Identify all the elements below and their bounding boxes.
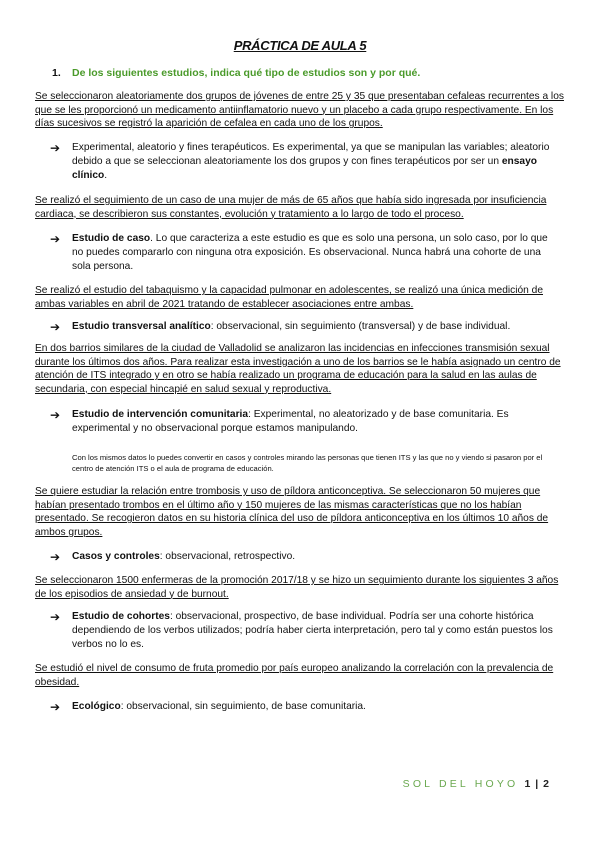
arrow-icon: ➔: [50, 232, 61, 246]
arrow-icon: ➔: [50, 700, 61, 714]
arrow-icon: ➔: [50, 550, 61, 564]
case-2-answer-text: . Lo que caracteriza a este estudio es que es solo una persona, un solo caso, por lo que no puedes compararlo con ninguna otra exposición. Es observacional. Nunca habrá una cohorte de una sola persona.: [72, 233, 548, 272]
case-4-answer-text: : Experimental, no aleatorizado y de base comunitaria. Es experimental y no observacional porque estamos manipulando.: [72, 409, 509, 434]
case-4-note: Con los mismos datos lo puedes convertir en casos y controles mirando las personas que tienen ITS y las que no y viendo si pasaron por el centro de atención ITS o el aula de programa de educación.: [72, 453, 543, 473]
case-3-answer: [50, 320, 560, 334]
case-5-answer: [50, 550, 560, 564]
case-5-statement: Se quiere estudiar la relación entre trombosis y uso de píldora anticonceptiva. Se seleccionaron 50 mujeres que habían presentado trombos en el último año y 150 mujeres de las mismas características que no los habían presentado. Se recogieron datos en su historia clínica del uso de píldora anticonceptiva en los últimos 10 años de ambos grupos.: [35, 486, 549, 538]
case-3-answer-lead: Estudio transversal analítico: [72, 321, 211, 332]
footer-author: SOL DEL HOYO: [402, 778, 519, 790]
page-footer: [403, 778, 550, 790]
case-7-answer-text: : observacional, sin seguimiento, de base comunitaria.: [120, 701, 366, 712]
question-number: 1.: [52, 67, 61, 79]
case-2-answer: [50, 232, 560, 274]
case-1-answer: [50, 141, 560, 183]
case-3-statement: Se realizó el estudio del tabaquismo y la capacidad pulmonar en adolescentes, se realizó una única medición de ambas variables en abril de 2021 tratando de establecer asociaciones entre ambas.: [35, 285, 543, 310]
arrow-icon: ➔: [50, 141, 61, 155]
case-6-answer-lead: Estudio de cohortes: [72, 611, 170, 622]
case-1-answer-bold: ensayo clínico: [72, 156, 537, 181]
case-5-answer-lead: Casos y controles: [72, 551, 160, 562]
case-5-answer-text: : observacional, retrospectivo.: [159, 551, 296, 562]
page-title: PRÁCTICA DE AULA 5: [233, 38, 367, 53]
case-4-answer: [50, 408, 560, 436]
case-6-answer-text: : observacional, prospectivo, de base individual. Podría ser una cohorte histórica dependiendo de los verbos utilizados; podría haber cierta interpretación, pero tal y como están puestos los verbos no lo es.: [72, 611, 553, 650]
case-2-answer-lead: Estudio de caso: [72, 233, 151, 244]
case-1-statement: Se seleccionaron aleatoriamente dos grupos de jóvenes de entre 25 y 35 que presentaban cefaleas recurrentes a los que se les proporcionó un medicamento antiinflamatorio nuevo y un placebo a cada grupo respectivamente. En los días sucesivos se registró la aparición de cefalea en cada uno de los grupos.: [35, 91, 564, 130]
case-7-answer-lead: Ecológico: [72, 701, 121, 712]
case-1-answer-text: Experimental, aleatorio y fines terapéuticos. Es experimental, ya que se manipulan las variables; aleatorio debido a que se seleccionan aleatoriamente los dos grupos y con fines terapéuticos por ser un: [72, 142, 550, 167]
question-1: [52, 67, 420, 79]
case-6-statement: Se seleccionaron 1500 enfermeras de la promoción 2017/18 y se hizo un seguimiento durante los siguientes 3 años de los episodios de ansiedad y de burnout.: [35, 575, 559, 600]
case-1-answer-end: .: [104, 170, 108, 181]
case-6-answer: [50, 610, 560, 652]
case-7-answer: [50, 700, 560, 714]
arrow-icon: ➔: [50, 610, 61, 624]
page-number: 1 | 2: [524, 778, 550, 790]
arrow-icon: ➔: [50, 320, 61, 334]
case-4-statement: En dos barrios similares de la ciudad de Valladolid se analizaron las incidencias en infecciones transmisión sexual durante los últimos dos años. Para realizar esta investigación a uno de los barrios se le había asignado un centro de atención de ITS integrado y en otro se había realizado un programa de educación para la salud en las aulas de secundaria, con especial hincapié en salud sexual y reproductiva.: [35, 343, 561, 395]
arrow-icon: ➔: [50, 408, 61, 422]
case-4-answer-lead: Estudio de intervención comunitaria: [72, 409, 249, 420]
case-2-statement: Se realizó el seguimiento de un caso de una mujer de más de 65 años que había sido ingresada por insuficiencia cardiaca, se describieron sus constantes, evolución y tratamiento a lo largo de todo el proceso.: [35, 195, 547, 220]
case-7-statement: Se estudió el nivel de consumo de fruta promedio por país europeo analizando la correlación con la prevalencia de obesidad.: [35, 663, 554, 688]
question-text: De los siguientes estudios, indica qué tipo de estudios son y por qué.: [72, 67, 421, 79]
case-3-answer-text: : observacional, sin seguimiento (transversal) y de base individual.: [210, 321, 511, 332]
